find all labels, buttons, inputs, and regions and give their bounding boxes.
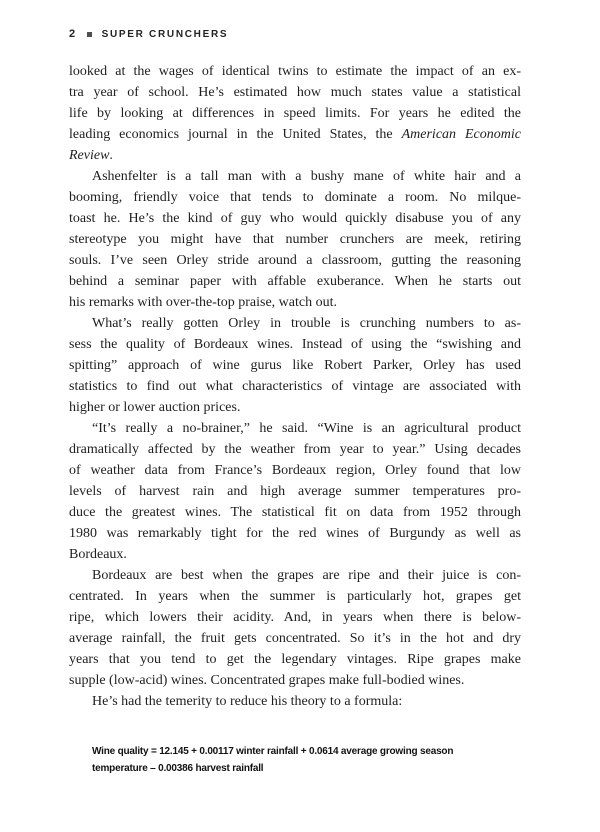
text-line: booming, friendly voice that tends to dominate a room. No milque- [69, 190, 521, 205]
text-line: tra year of school. He’s estimated how much states value a statistical [69, 85, 521, 100]
text-line: centrated. In years when the summer is particularly hot, grapes get [69, 589, 521, 604]
text-line: of weather data from France’s Bordeaux region, Orley found that low [69, 463, 521, 478]
paragraph [69, 166, 521, 313]
text-line: He’s had the temerity to reduce his theory to a formula: [92, 694, 403, 709]
formula-line: temperature – 0.00386 harvest rainfall [92, 762, 264, 774]
text-line: leading economics journal in the United States, the American Economic [69, 127, 521, 142]
text-line: “It’s really a no-brainer,” he said. “Wine is an agricultural product [92, 421, 521, 436]
text-line: Bordeaux are best when the grapes are ripe and their juice is con- [92, 568, 521, 583]
paragraph [69, 313, 521, 418]
text-line: What’s really gotten Orley in trouble is crunching numbers to as- [92, 316, 521, 331]
running-header [69, 28, 228, 40]
text-line: Review. [69, 148, 113, 163]
text-line: spitting” approach of wine gurus like Robert Parker, Orley has used [69, 358, 521, 373]
text-line: behind a seminar paper with affable exuberance. When he starts out [69, 274, 521, 289]
text-line: levels of harvest rain and high average summer temperatures pro- [69, 484, 521, 499]
text-line: looked at the wages of identical twins to estimate the impact of an ex- [69, 64, 521, 79]
text-line: souls. I’ve seen Orley stride around a classroom, gutting the reasoning [69, 253, 521, 268]
text-line: toast he. He’s the kind of guy who would quickly disabuse you of any [69, 211, 521, 226]
paragraph [69, 691, 521, 712]
text-line: ripe, which lowers their acidity. And, in years when there is below- [69, 610, 521, 625]
text-line: Bordeaux. [69, 547, 127, 562]
text-line: stereotype you might have that number crunchers are meek, retiring [69, 232, 521, 247]
paragraph [69, 565, 521, 691]
formula-line: Wine quality = 12.145 + 0.00117 winter rainfall + 0.0614 average growing season [92, 746, 454, 757]
text-line: sess the quality of Bordeaux wines. Instead of using the “swishing and [69, 337, 521, 352]
text-line: Ashenfelter is a tall man with a bushy mane of white hair and a [92, 169, 521, 184]
paragraph [69, 61, 521, 166]
text-line: average rainfall, the fruit gets concentrated. So it’s in the hot and dry [69, 631, 521, 646]
running-title: SUPER CRUNCHERS [101, 28, 229, 40]
text-line: higher or lower auction prices. [69, 400, 241, 415]
text-line: life by looking at differences in speed limits. For years he edited the [69, 106, 521, 121]
text-line: years that you tend to get the legendary vintages. Ripe grapes make [69, 652, 521, 667]
page-number: 2 [69, 28, 76, 40]
text-line: dramatically affected by the weather from year to year.” Using decades [69, 442, 521, 457]
text-line: supple (low-acid) wines. Concentrated grapes make full-bodied wines. [69, 673, 465, 688]
text-line: statistics to find out what characteristics of vintage are associated with [69, 379, 521, 394]
formula-block [92, 744, 532, 777]
paragraph [69, 418, 521, 565]
square-bullet-icon [87, 32, 92, 37]
text-line: duce the greatest wines. The statistical fit on data from 1952 through [69, 505, 521, 520]
text-line: 1980 was remarkably tight for the red wines of Burgundy as well as [69, 526, 521, 541]
page-body [69, 61, 521, 712]
text-line: his remarks with over-the-top praise, watch out. [69, 295, 337, 310]
